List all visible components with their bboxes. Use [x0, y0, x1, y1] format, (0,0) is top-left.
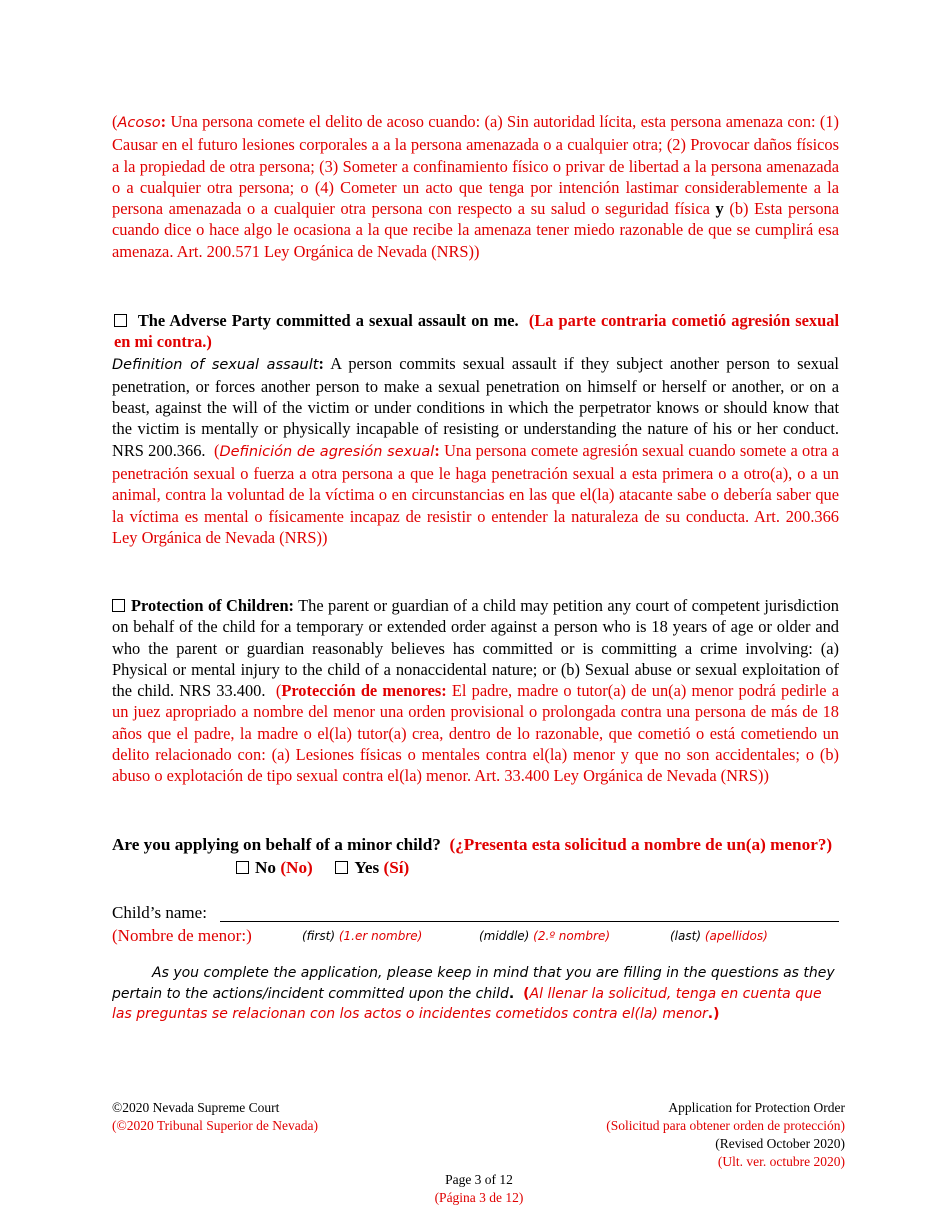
- sexual-assault-def-term-es: Definición de agresión sexual: [219, 443, 435, 460]
- protection-of-children-section: Protection of Children: The parent or guardian of a child may petition any court of competent jurisdiction on behalf of the child for a temporary or extended order against a person who is 18 years of age or older and who the parent or guardian reasonably believes has committed or is committing a crime involving: (a) Physical or mental injury to the child of a nonaccidental nature; or (b) Sexual abuse or sexual exploitation of the child. NRS 33.400. (Protección de menores: El padre, madre o tutor(a) de un(a) menor podrá pedirle a un juez apropriado a nombre del menor una orden provisional o prolongada contra una persona de más de 18 años que el padre, la madre o el(la) tutor(a) crea, dentro de lo razonable, que cometió o está cometiendo un delito relacionado con: (a) Lesiones físicas o mentales contra el(la) menor y que no son accidentales; o (b) abuso o explotación de tipo sexual contra el(la) menor. Art. 33.400 Ley Orgánica de Nevada (NRS)): [112, 596, 840, 786]
- sexual-assault-checkbox[interactable]: [114, 314, 127, 327]
- sexual-assault-def-text-es: Una persona comete agresión sexual cuando somete a otra a penetración sexual o fuerza a otra persona a que le haga penetración sexual a esta primera o a otro(a), o a un animal, contra la voluntad de la víctima o en circunstancias en las que el(la) atacante sabe o debería saber que la víctima es mental o físicamente incapaz de resistir o entender la naturaleza de su conducta. Art. 200.366 Ley Orgánica de Nevada (NRS)): [112, 440, 839, 547]
- yes-label-es: (Sí): [383, 858, 410, 877]
- minor-question-text-es: (¿Presenta esta solicitud a nombre de un(a) menor?): [449, 835, 833, 854]
- last-name-label: (last) (apellidos): [670, 929, 768, 943]
- child-name-label: Child’s name:: [112, 903, 207, 922]
- minor-question-text: Are you applying on behalf of a minor child?: [112, 835, 441, 854]
- footer-copyright: ©2020 Nevada Supreme Court: [112, 1100, 280, 1115]
- protection-children-checkbox[interactable]: [112, 599, 125, 612]
- minor-answer-options: [236, 858, 409, 878]
- footer-form-title: Application for Protection Order: [668, 1100, 845, 1115]
- sexual-assault-heading-es: (La parte contraria cometió agresión sexual en mi contra.): [114, 311, 839, 352]
- footer-form-title-es: (Solicitud para obtener orden de protección): [606, 1118, 845, 1133]
- footer-page-number: [0, 1171, 950, 1207]
- yes-checkbox[interactable]: [335, 861, 348, 874]
- minor-question: [112, 832, 839, 858]
- instruction-text-es: Al llenar la solicitud, tenga en cuenta que las preguntas se relacionan con los actos o incidentes cometidos contra el(la) menor: [112, 985, 822, 1022]
- footer-right: [606, 1099, 845, 1171]
- footer-left: [112, 1099, 318, 1135]
- children-text: The parent or guardian of a child may petition any court of competent jurisdiction on behalf of the child for a temporary or extended order against a person who is 18 years of age or older and who the parent or guardian reasonably believes has committed or is committing a crime involving: (a) Physical or mental injury to the child of a nonaccidental nature; or (b) Sexual abuse or sexual exploitation of the child. NRS 33.400.: [112, 596, 839, 701]
- sexual-assault-def-text: A person commits sexual assault if they subject another person to sexual penetration, or forces another person to make a sexual penetration on himself or herself or another, or on a beast, against the will of the victim or under conditions in which the perpetrator knows or should know that the victim is mentally or physically incapable of resisting or understanding the nature of his or her conduct. NRS 200.366.: [112, 353, 839, 460]
- yes-label: Yes: [354, 858, 380, 877]
- sexual-assault-section: The Adverse Party committed a sexual assault on me. (La parte contraria cometió agresión sexual en mi contra.) Definition of sexual assault: A person commits sexual assault if they subject another person to sexual penetration, or forces another person to make a sexual penetration on himself or herself or another, or on a beast, against the will of the victim or under conditions in which the perpetrator knows or should know that the victim is mentally or physically incapable of resisting or understanding the nature of his or her conduct. NRS 200.366. (Definición de agresión sexual: Una persona comete agresión sexual cuando somete a otra a penetración sexual o fuerza a otra persona a que le haga penetración sexual a esta primera o a otro(a), o a un animal, contra la voluntad de la víctima o en circunstancias en las que el(la) atacante sabe o debería saber que la víctima es mental o físicamente incapaz de resistir o entender la naturaleza de su conducta. Art. 200.366 Ley Orgánica de Nevada (NRS)): [112, 311, 839, 547]
- child-name-input[interactable]: [220, 921, 839, 922]
- sexual-assault-def-term: Definition of sexual assault: [112, 356, 319, 373]
- children-text-es: El padre, madre o tutor(a) de un(a) menor podrá pedirle a un juez apropriado a nombre del menor una orden provisional o prolongada contra una persona de más de 18 años que el padre, la madre o el(la) tutor(a) crea, dentro de lo razonable, que cometió o está cometiendo un delito relacionado con: (a) Lesiones físicas o mentales contra el(la) menor y que no son accidentales; o (b) abuso o explotación de tipo sexual contra el(la) menor. Art. 33.400 Ley Orgánica de Nevada (NRS)): [112, 681, 840, 786]
- page-number: Page 3 of 12: [445, 1172, 513, 1187]
- no-label: No: [255, 858, 277, 877]
- page-number-es: (Página 3 de 12): [434, 1190, 524, 1205]
- footer-revised: (Revised October 2020): [715, 1136, 845, 1151]
- harassment-text-b: (b) Esta persona cuando dice o hace algo le ocasiona a la que recibe la amenaza tener miedo razonable de que se cumplirá esa amenaza. Art. 200.571 Ley Orgánica de Nevada (NRS)): [112, 199, 839, 261]
- harassment-term: Acoso: [117, 115, 161, 131]
- no-checkbox[interactable]: [236, 861, 249, 874]
- instruction-note: As you complete the application, please keep in mind that you are filling in the questions as they pertain to the actions/incident committed upon the child. (Al llenar la solicitud, tenga en cuenta que las preguntas se relacionan con los actos o incidentes cometidos contra el(la) menor.): [112, 965, 835, 1022]
- instruction-text: As you complete the application, please keep in mind that you are filling in the questions as they pertain to the actions/incident committed upon the child: [112, 965, 835, 1002]
- harassment-definition-es: (Acoso: Una persona comete el delito de acoso cuando: (a) Sin autoridad lícita, esta persona amenaza con: (1) Causar en el futuro lesiones corporales a a la persona amenazada o a cualquier otra; (2) Provocar daños físicos a la propiedad de otra persona; (3) Someter a confinamiento físico o privar de libertad a la persona amenazada o a cualquier otra persona; o (4) Cometer un acto que tenga por intención lastimar considerablemente a la persona amenazada o a cualquier otra persona con respecto a su salud o seguridad física y (b) Esta persona cuando dice o hace algo le ocasiona a la que recibe la amenaza tener miedo razonable de que se cumplirá esa amenaza. Art. 200.571 Ley Orgánica de Nevada (NRS)): [112, 112, 839, 261]
- children-heading: Protection of Children:: [131, 596, 295, 615]
- footer-copyright-es: (©2020 Tribunal Superior de Nevada): [112, 1118, 318, 1133]
- sexual-assault-heading: The Adverse Party committed a sexual assault on me.: [137, 311, 519, 330]
- harassment-text-a: Una persona comete el delito de acoso cuando: (a) Sin autoridad lícita, esta persona amenaza con: (1) Causar en el futuro lesiones corporales a a la persona amenazada o a cualquier otra; (2) Provocar daños físicos a la propiedad de otra persona; (3) Someter a confinamiento físico o privar de libertad a la persona amenazada o a cualquier otra persona; o (4) Cometer un acto que tenga por intención lastimar considerablemente a la persona amenazada o a cualquier otra persona con respecto a su salud o seguridad física: [112, 112, 839, 219]
- middle-name-label: (middle) (2.º nombre): [479, 929, 611, 943]
- harassment-conj: y: [715, 199, 724, 219]
- first-name-label: (first) (1.er nombre): [302, 929, 423, 943]
- no-label-es: (No): [280, 858, 313, 877]
- children-heading-es: Protección de menores:: [281, 681, 447, 701]
- footer-revised-es: (Ult. ver. octubre 2020): [717, 1154, 845, 1169]
- child-name-label-es: (Nombre de menor:): [112, 926, 252, 945]
